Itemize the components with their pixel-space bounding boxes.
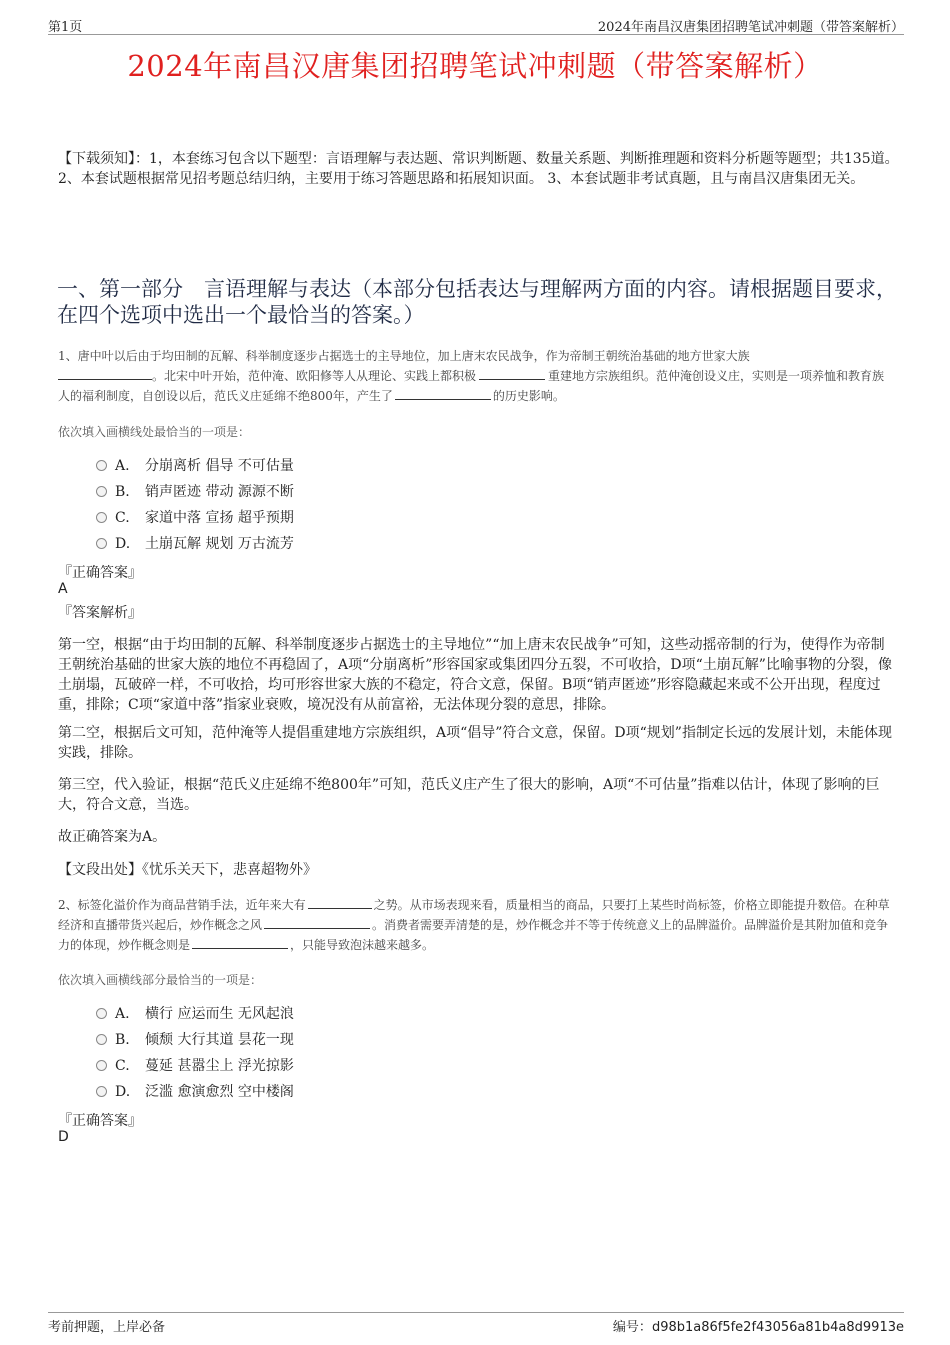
page-number: 第1页 (48, 20, 83, 35)
radio-icon[interactable] (96, 1086, 107, 1097)
q2-option-d[interactable]: D. 泛滥 愈演愈烈 空中楼阁 (96, 1082, 294, 1102)
fill-blank (264, 915, 370, 929)
fill-blank (308, 895, 372, 909)
page-footer (48, 1312, 904, 1337)
q2-option-a[interactable]: A. 横行 应运而生 无风起浪 (96, 1004, 294, 1024)
q1-option-b[interactable]: B. 销声匿迹 带动 源源不断 (96, 482, 294, 502)
question-2-stem: 2、标签化溢价作为商品营销手法，近年来大有 之势。从市场表现来看，质量相当的商品，只要打上某些时尚标签，价格立即能提升数倍。在种草经济和直播带货兴起后，炒作概念之风 。消费者需要弄清楚的是，炒作概念并不等于传统意义上的品牌溢价。品牌溢价是其附加值和竞争力的体现，炒作概念则是 ，只能导致泡沫越来越多。 (58, 895, 896, 955)
q1-analysis-conclusion: 故正确答案为A。 (58, 829, 167, 845)
q1-option-a[interactable]: A. 分崩离析 倡导 不可估量 (96, 456, 294, 476)
q2-option-b[interactable]: B. 倾颓 大行其道 昙花一现 (96, 1030, 294, 1050)
radio-icon[interactable] (96, 512, 107, 523)
section-heading: 一、第一部分 言语理解与表达（本部分包括表达与理解两方面的内容。请根据题目要求，在四个选项中选出一个最恰当的答案。） (57, 277, 897, 327)
radio-icon[interactable] (96, 1008, 107, 1019)
document-title: 2024年南昌汉唐集团招聘笔试冲刺题（带答案解析） (127, 49, 823, 83)
q1-answer: A (58, 581, 68, 597)
radio-icon[interactable] (96, 1060, 107, 1071)
q1-analysis-para-2: 第二空，根据后文可知，范仲淹等人提倡重建地方宗族组织，A项“倡导”符合文意，保留。D项“规划”指制定长远的发展计划，未能体现实践，排除。 (58, 725, 892, 761)
question-1-prompt: 依次填入画横线处最恰当的一项是： (58, 425, 251, 439)
footer-code: 编号：d98b1a86f5fe2f43056a81b4a8d9913e (612, 1320, 904, 1335)
page-header (48, 14, 904, 35)
q2-answer-label: 『正确答案』 (58, 1113, 142, 1129)
q1-analysis-para-1: 第一空，根据“由于均田制的瓦解、科举制度逐步占据选士的主导地位”“加上唐末农民战争”可知，这些动摇帝制的行为，使得作为帝制王朝统治基础的世家大族的地位不再稳固了，A项“分崩离析”形容国家或集团四分五裂，不可收拾，D项“土崩瓦解”比喻事物的分裂，像土崩塌，瓦破碎一样，不可收拾，均可形容世家大族的不稳定，符合文意，保留。B项“销声匿迹”形容隐藏起来或不公开出现，程度过重，排除；C项“家道中落”指家业衰败，境况没有从前富裕，无法体现分裂的意思，排除。 (58, 637, 892, 713)
download-notice: 【下载须知】：1，本套练习包含以下题型：言语理解与表达题、常识判断题、数量关系题、判断推理题和资料分析题等题型；共135道。 2、本套试题根据常见招考题总结归纳，主要用于练习答题思路和拓展知识面。 3、本套试题非考试真题，且与南昌汉唐集团无关。 (58, 151, 899, 187)
radio-icon[interactable] (96, 1034, 107, 1045)
radio-icon[interactable] (96, 460, 107, 471)
q1-answer-label: 『正确答案』 (58, 565, 142, 581)
header-doc-title: 2024年南昌汉唐集团招聘笔试冲刺题（带答案解析） (597, 20, 904, 35)
question-1-stem: 1、唐中叶以后由于均田制的瓦解、科举制度逐步占据选士的主导地位，加上唐末农民战争，作为帝制王朝统治基础的地方世家大族 。北宋中叶开始，范仲淹、欧阳修等人从理论、实践上都积极 重建地方宗族组织。范仲淹创设义庄，实则是一项养恤和教育族人的福利制度，自创设以后，范氏义庄延绵不绝800年，产生了 的历史影响。 (58, 349, 885, 403)
radio-icon[interactable] (96, 538, 107, 549)
q1-option-d[interactable]: D. 土崩瓦解 规划 万古流芳 (96, 534, 294, 554)
fill-blank (192, 935, 288, 949)
radio-icon[interactable] (96, 486, 107, 497)
q1-analysis-label: 『答案解析』 (58, 605, 142, 621)
fill-blank (479, 366, 545, 380)
q1-source: 【文段出处】《忧乐关天下，悲喜超物外》 (58, 862, 317, 878)
question-2-prompt: 依次填入画横线部分最恰当的一项是： (58, 973, 263, 987)
q1-option-c[interactable]: C. 家道中落 宣扬 超乎预期 (96, 508, 294, 528)
fill-blank (395, 386, 491, 400)
q2-option-c[interactable]: C. 蔓延 甚嚣尘上 浮光掠影 (96, 1056, 294, 1076)
fill-blank (58, 366, 152, 380)
q2-answer: D (58, 1129, 69, 1145)
q1-analysis-para-3: 第三空，代入验证，根据“范氏义庄延绵不绝800年”可知，范氏义庄产生了很大的影响，A项“不可估量”指难以估计，体现了影响的巨大，符合文意，当选。 (58, 777, 880, 813)
footer-slogan: 考前押题，上岸必备 (48, 1320, 166, 1335)
